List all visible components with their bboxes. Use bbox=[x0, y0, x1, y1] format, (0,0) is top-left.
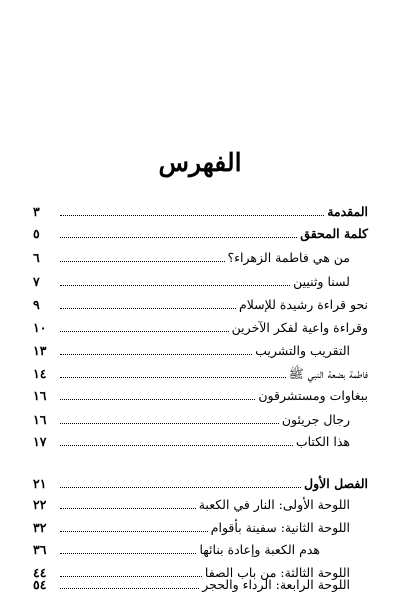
leader-dots bbox=[60, 214, 324, 216]
toc-entry bbox=[33, 270, 368, 290]
toc-entry bbox=[33, 293, 368, 313]
toc-entry-label: نحو قراءة رشيدة للإسلام bbox=[238, 297, 368, 312]
toc-entry-page: ٥ bbox=[33, 226, 40, 241]
page-title: الفهرس bbox=[158, 148, 242, 177]
toc-entry-label: اللوحة الثالثة: من باب الصفا bbox=[204, 565, 350, 580]
toc-entry bbox=[33, 493, 368, 513]
toc-entry bbox=[33, 339, 368, 359]
toc-entry-label: هذا الكتاب bbox=[295, 434, 350, 449]
toc-entry bbox=[33, 408, 368, 428]
toc-entry-page: ١٦ bbox=[33, 388, 47, 403]
toc-entry-label: اللوحة الأولى: النار في الكعبة bbox=[198, 497, 350, 512]
toc-entry-label: وقراءة واعية لفكر الآخرين bbox=[231, 320, 368, 335]
leader-dots bbox=[60, 486, 301, 488]
toc-entry-label: المقدمة bbox=[327, 204, 368, 219]
toc-entry-label: اللوحة الثانية: سفينة بأقوام bbox=[210, 520, 350, 535]
toc-entry bbox=[33, 472, 368, 492]
toc-entry-page: ٣ bbox=[33, 204, 40, 219]
leader-dots bbox=[60, 552, 196, 554]
toc-entry bbox=[33, 200, 368, 220]
toc-entry-label: من هي فاطمة الزهراء؟ bbox=[227, 250, 350, 265]
toc-entry-page: ١٦ bbox=[33, 412, 47, 427]
leader-dots bbox=[60, 422, 279, 424]
leader-dots bbox=[60, 507, 196, 509]
toc-entry-label: فاطمة بضعة النبي ﷺ bbox=[288, 366, 368, 381]
toc-entry-page: ٤٤ bbox=[33, 565, 47, 580]
toc-entry-label: هدم الكعبة وإعادة بنائها bbox=[199, 542, 320, 557]
toc-entry-page: ٢١ bbox=[33, 476, 47, 491]
toc-entry-label: اللوحة الرابعة: الرداء والحجر bbox=[202, 577, 350, 592]
toc-entry-page: ٣٦ bbox=[33, 542, 47, 557]
toc-entry-label: كلمة المحقق bbox=[300, 226, 368, 241]
toc-entry-label: الفصل الأول bbox=[304, 476, 368, 491]
toc-entry-page: ١٠ bbox=[33, 320, 47, 335]
toc-entry bbox=[33, 516, 368, 536]
toc-entry-page: ٢٢ bbox=[33, 497, 47, 512]
toc-entry-label: ببغاوات ومستشرقون bbox=[258, 388, 368, 403]
leader-dots bbox=[60, 530, 208, 532]
toc-entry-label: التقريب والتشريب bbox=[255, 343, 350, 358]
leader-dots bbox=[60, 587, 199, 589]
leader-dots bbox=[60, 376, 286, 378]
leader-dots bbox=[60, 353, 252, 355]
toc-entry-page: ١٣ bbox=[33, 343, 47, 358]
leader-dots bbox=[60, 398, 255, 400]
leader-dots bbox=[60, 444, 293, 446]
toc-entry-page: ٣٢ bbox=[33, 520, 47, 535]
toc-entry-page: ٧ bbox=[33, 274, 40, 289]
toc-entry-page: ٦ bbox=[33, 250, 40, 265]
leader-dots bbox=[60, 236, 297, 238]
leader-dots bbox=[60, 330, 229, 332]
toc-entry bbox=[33, 222, 368, 242]
toc-entry bbox=[33, 384, 368, 404]
toc-entry bbox=[33, 362, 368, 382]
toc-entry-label: رجال جريئون bbox=[281, 412, 350, 427]
toc-entry bbox=[33, 246, 368, 266]
toc-entry bbox=[33, 316, 368, 336]
toc-entry-page: ١٧ bbox=[33, 434, 47, 449]
toc-entry-label: لسنا وثنيين bbox=[293, 274, 350, 289]
toc-entry-page: ٩ bbox=[33, 297, 40, 312]
leader-dots bbox=[60, 260, 225, 262]
leader-dots bbox=[60, 307, 236, 309]
toc-entry-page: ١٤ bbox=[33, 366, 47, 381]
toc-entry bbox=[33, 538, 368, 558]
leader-dots bbox=[60, 284, 290, 286]
toc-entry bbox=[33, 430, 368, 450]
toc-entry-page: ٥٤ bbox=[33, 577, 47, 592]
toc-entry bbox=[33, 573, 368, 593]
